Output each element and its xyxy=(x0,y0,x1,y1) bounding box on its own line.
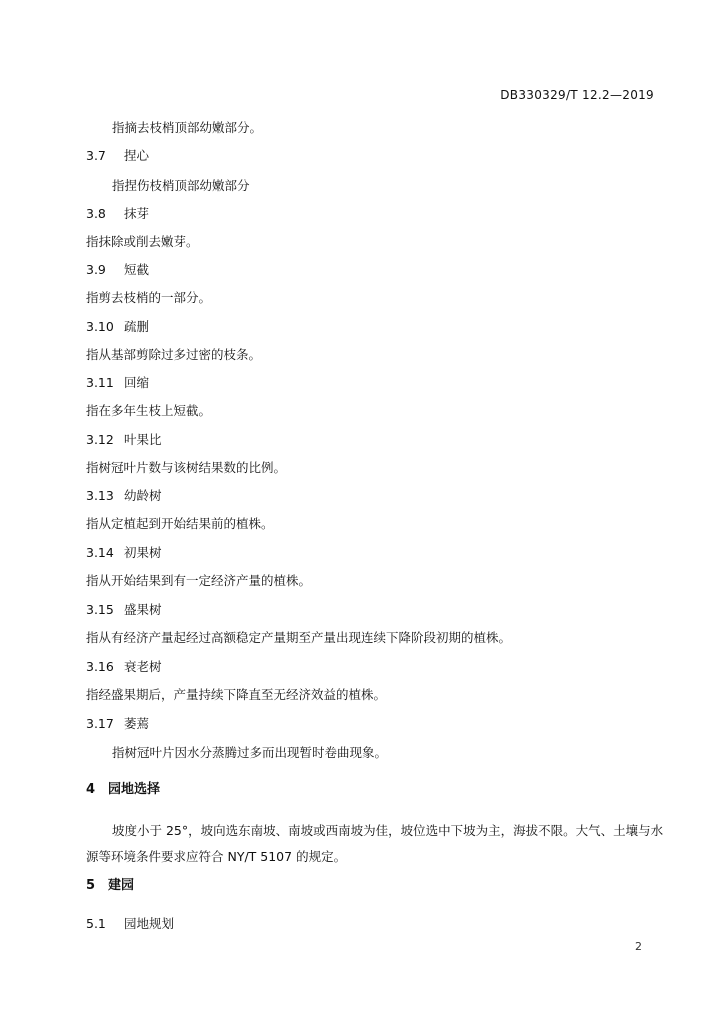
definition-text: 指从有经济产量起经过高额稳定产量期至产量出现连续下降阶段初期的植株。 xyxy=(86,630,512,645)
term-label: 盛果树 xyxy=(124,602,162,617)
section-number: 4 xyxy=(86,782,96,797)
definition-text: 指捏伤枝梢顶部幼嫩部分 xyxy=(112,178,250,193)
term-number: 3.15 xyxy=(86,602,114,617)
section-heading xyxy=(86,878,724,894)
term-heading xyxy=(86,659,724,675)
subsection-heading xyxy=(86,916,724,932)
definition-text: 指剪去枝梢的一部分。 xyxy=(86,290,212,305)
term-heading xyxy=(86,148,724,164)
term-heading xyxy=(86,375,724,391)
definition-text: 指从开始结果到有一定经济产量的植株。 xyxy=(86,573,312,588)
term-label: 疏删 xyxy=(124,319,150,334)
term-number: 3.13 xyxy=(86,488,114,503)
term-heading xyxy=(86,262,724,278)
term-heading xyxy=(86,206,724,222)
section-title: 园地选择 xyxy=(108,782,161,797)
subsection-title: 园地规划 xyxy=(124,916,175,931)
section-number: 5 xyxy=(86,878,96,893)
term-heading xyxy=(86,716,724,732)
term-number: 3.7 xyxy=(86,148,106,163)
page-number: 2 xyxy=(635,940,642,953)
term-label: 衰老树 xyxy=(124,659,162,674)
term-label: 初果树 xyxy=(124,545,162,560)
term-number: 3.14 xyxy=(86,545,114,560)
subsection-number: 5.1 xyxy=(86,916,106,931)
term-label: 幼龄树 xyxy=(124,488,162,503)
definition-text: 指经盛果期后，产量持续下降直至无经济效益的植株。 xyxy=(86,687,387,702)
term-label: 萎蔫 xyxy=(124,716,150,731)
term-number: 3.10 xyxy=(86,319,114,334)
section-title: 建园 xyxy=(108,878,135,893)
term-label: 抹芽 xyxy=(124,206,150,221)
definition-text: 指树冠叶片数与该树结果数的比例。 xyxy=(86,460,287,475)
term-number: 3.16 xyxy=(86,659,114,674)
term-heading xyxy=(86,602,724,618)
term-number: 3.17 xyxy=(86,716,114,731)
definition-text: 指从基部剪除过多过密的枝条。 xyxy=(86,347,262,362)
term-heading xyxy=(86,432,724,448)
term-number: 3.12 xyxy=(86,432,114,447)
term-number: 3.8 xyxy=(86,206,106,221)
term-heading xyxy=(86,488,724,504)
section-heading xyxy=(86,782,724,798)
term-label: 回缩 xyxy=(124,375,150,390)
definition-text: 指抹除或削去嫩芽。 xyxy=(86,234,199,249)
term-label: 叶果比 xyxy=(124,432,162,447)
term-heading xyxy=(86,545,724,561)
definition-text: 指摘去枝梢顶部幼嫩部分。 xyxy=(112,120,263,135)
document-id: DB330329/T 12.2—2019 xyxy=(500,88,654,102)
definition-text: 指树冠叶片因水分蒸腾过多而出现暂时卷曲现象。 xyxy=(112,745,388,760)
term-number: 3.9 xyxy=(86,262,106,277)
term-label: 短截 xyxy=(124,262,150,277)
definition-text: 指在多年生枝上短截。 xyxy=(86,403,212,418)
term-number: 3.11 xyxy=(86,375,114,390)
term-heading xyxy=(86,319,724,335)
section-paragraph: 坡度小于 25°，坡向选东南坡、南坡或西南坡为佳，坡位选中下坡为主，海拔不限。大气、土壤与水源等环境条件要求应符合 NY/T 5107 的规定。 xyxy=(86,823,664,864)
definition-text: 指从定植起到开始结果前的植株。 xyxy=(86,516,274,531)
term-label: 捏心 xyxy=(124,148,150,163)
